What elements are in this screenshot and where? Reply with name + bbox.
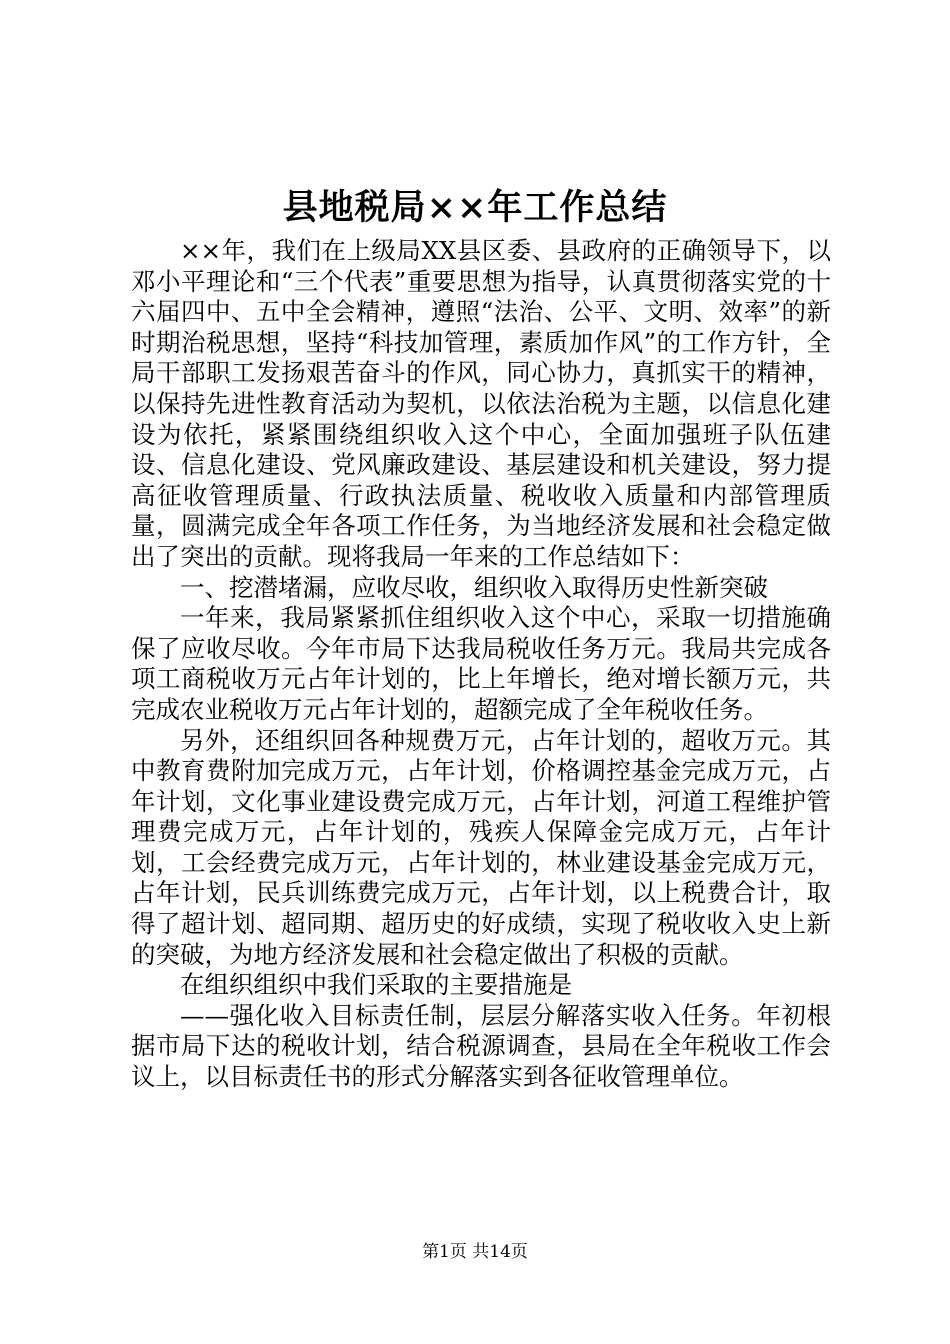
page-number-footer: 第1页 共14页 (422, 1242, 528, 1262)
measures-heading: 在组织组织中我们采取的主要措施是 (180, 970, 572, 1000)
revenue-paragraph: 一年来，我局紧紧抓住组织收入这个中心，采取一切措施确保了应收尽收。今年市局下达我局税收任务万元。我局共完成各项工商税收万元占年计划的，比上年增长，绝对增长额万元，共完成农业税收万元占年计划的，超额完成了全年税收任务。 (131, 603, 831, 724)
document-title: 县地税局××年工作总结 (282, 187, 668, 228)
section-heading-1: 一、挖潜堵漏，应收尽收，组织收入取得历史性新突破 (180, 572, 768, 602)
measure-paragraph-1: ——强化收入目标责任制，层层分解落实收入任务。年初根据市局下达的税收计划，结合税源调查，县局在全年税收工作会议上，以目标责任书的形式分解落实到各征收管理单位。 (131, 1000, 831, 1092)
intro-paragraph: ××年，我们在上级局XX县区委、县政府的正确领导下，以邓小平理论和“三个代表”重要思想为指导，认真贯彻落实党的十六届四中、五中全会精神，遵照“法治、公平、文明、效率”的新时期治税思想，坚持“科技加管理，素质加作风”的工作方针，全局干部职工发扬艰苦奋斗的作风，同心协力，真抓实干的精神，以保持先进性教育活动为契机，以依法治税为主题，以信息化建设为依托，紧紧围绕组织收入这个中心，全面加强班子队伍建设、信息化建设、党风廉政建设、基层建设和机关建设，努力提高征收管理质量、行政执法质量、税收收入质量和内部管理质量，圆满完成全年各项工作任务，为当地经济发展和社会稳定做出了突出的贡献。现将我局一年来的工作总结如下： (131, 236, 831, 571)
document-body (131, 236, 831, 1093)
fees-paragraph: 另外，还组织回各种规费万元，占年计划的，超收万元。其中教育费附加完成万元，占年计划，价格调控基金完成万元，占年计划，文化事业建设费完成万元，占年计划，河道工程维护管理费完成万元，占年计划的，残疾人保障金完成万元，占年计划，工会经费完成万元，占年计划的，林业建设基金完成万元，占年计划，民兵训练费完成万元，占年计划，以上税费合计，取得了超计划、超同期、超历史的好成绩，实现了税收收入史上新的突破，为地方经济发展和社会稳定做出了积极的贡献。 (131, 725, 831, 969)
